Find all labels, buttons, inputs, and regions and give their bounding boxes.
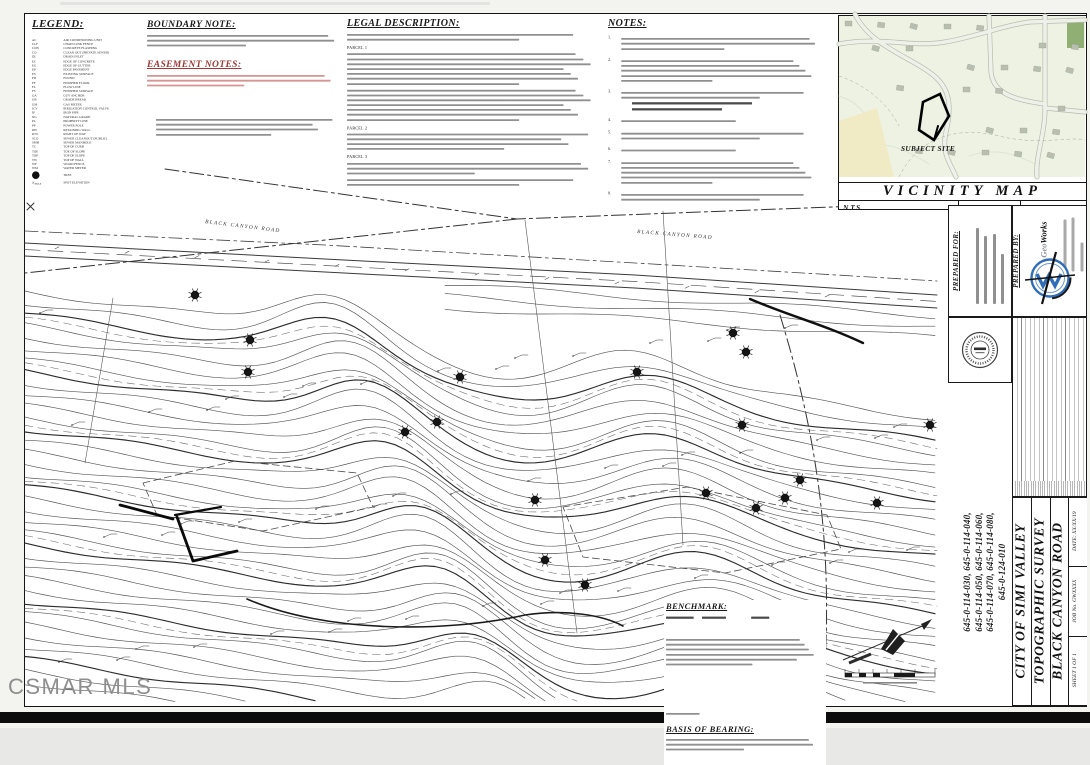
legal-description-body	[347, 34, 600, 186]
illegible-text-line	[621, 43, 815, 45]
illegible-text-line	[621, 48, 724, 50]
illegible-text-line	[156, 119, 332, 121]
legend-row: CON CONCRETE FLASHING	[32, 46, 98, 51]
illegible-text-line	[347, 144, 568, 146]
illegible-text-line	[347, 39, 519, 41]
illegible-text-line	[347, 173, 475, 175]
note-item: 4.	[608, 117, 831, 125]
illegible-text-line	[666, 659, 797, 661]
illegible-text-line	[147, 80, 331, 82]
legal-description-title: LEGAL DESCRIPTION:	[347, 18, 460, 29]
legend-row: WF WOOD FENCE	[32, 162, 85, 167]
illegible-text-line	[347, 34, 573, 36]
illegible-text-line	[347, 168, 588, 170]
illegible-text-line	[621, 65, 799, 67]
illegible-text-line	[156, 128, 318, 130]
note-item: 5.	[608, 130, 831, 143]
legend-row: FD FOUND	[32, 76, 75, 81]
illegible-text-line	[666, 713, 700, 715]
illegible-text-line	[621, 150, 736, 152]
job-value: JOB No. GWXXXX	[1072, 579, 1078, 623]
info-cell-divider	[1068, 636, 1087, 637]
legend-row: CLF CHAIN LINK FENCE	[32, 42, 94, 47]
tree-symbol-icon	[32, 171, 40, 179]
note-item: 2.	[608, 57, 831, 85]
legend-row: SCO SEWER CLEANOUT (PUBLIC)	[32, 136, 108, 141]
illegible-text-line	[347, 134, 588, 136]
illegible-text-line	[993, 234, 996, 304]
benchmark-title: BENCHMARK:	[666, 601, 728, 611]
legend-row: FS FINISHED SURFACE	[32, 89, 94, 94]
prepared-for-content	[971, 214, 995, 304]
scan-artifact	[60, 2, 490, 5]
illegible-text-line	[156, 123, 313, 125]
notes-title: NOTES:	[608, 18, 647, 29]
sheet-value: SHEET 1 OF 1	[1072, 653, 1078, 688]
illegible-text-line	[347, 100, 591, 102]
illegible-text-line	[621, 38, 809, 40]
bottom-scan-bar	[0, 712, 1090, 723]
illegible-text-line	[621, 60, 793, 62]
illegible-text-line	[347, 148, 504, 150]
vicinity-scale-label: N.T.S.	[839, 201, 959, 216]
illegible-text-line	[666, 649, 809, 651]
geoworks-compass-logo-icon	[1028, 256, 1072, 300]
illegible-text-line	[347, 73, 571, 75]
legend-row: R/W RIGHT OF WAY	[32, 132, 86, 137]
vicinity-map-title: VICINITY MAP	[839, 182, 1086, 200]
legend-section	[32, 18, 84, 30]
legal-description-section	[347, 18, 601, 295]
legend-row: RW RETAINING WALL	[32, 128, 91, 132]
parcel-header: PARCEL 1	[347, 45, 368, 51]
illegible-text-line	[621, 138, 760, 140]
notes-body	[608, 35, 831, 204]
illegible-text-line	[666, 639, 800, 641]
svg-text:BLACK CANYON ROAD: BLACK CANYON ROAD	[636, 229, 714, 241]
note-item: 8.	[608, 191, 831, 204]
basis-of-bearing-body	[666, 739, 820, 751]
illegible-text-line	[621, 133, 803, 135]
apn-line: 645-0-114-070, 645-0-114-080,	[985, 512, 995, 632]
legend-row: PL PROPERTY LINE	[32, 119, 88, 124]
illegible-text-line	[347, 95, 583, 97]
illegible-text-line	[347, 104, 564, 106]
illegible-text-line	[347, 63, 591, 65]
legend-tree-row: TREE	[32, 171, 223, 180]
note-item: 6.	[608, 147, 831, 155]
legend-row: TOE TOE OF SLOPE	[32, 149, 86, 154]
apn-line: 645-0-124-010	[996, 543, 1007, 601]
notes-section	[608, 18, 832, 323]
boundary-note-body	[147, 35, 343, 47]
illegible-text-line	[621, 97, 760, 99]
illegible-text-line	[347, 68, 564, 70]
legal-paragraph	[347, 34, 600, 41]
illegible-text-line	[621, 182, 712, 184]
legend-title: LEGEND:	[32, 18, 84, 30]
illegible-text-line	[347, 179, 573, 181]
boundary-note-section	[147, 20, 343, 60]
legend-row: GB GRADE BREAK	[32, 98, 87, 102]
vicinity-map-image	[839, 16, 1085, 177]
illegible-text-line	[621, 194, 803, 196]
benchmark-body	[666, 639, 820, 665]
illegible-text-line	[347, 139, 561, 141]
legal-paragraph	[347, 90, 600, 121]
easement-notes-title: EASEMENT NOTES:	[147, 60, 242, 70]
illegible-text-line	[147, 35, 328, 37]
illegible-text-line	[621, 80, 712, 82]
illegible-text-line	[1072, 218, 1075, 272]
legal-paragraph	[347, 179, 600, 186]
prepared-by-label: PREPARED BY:	[1012, 234, 1020, 288]
legend-row: ICV IRRIGATION CONTROL VALVE	[32, 106, 109, 111]
basis-of-bearing-title: BASIS OF BEARING:	[666, 723, 754, 734]
title-survey: TOPOGRAPHIC SURVEY	[1031, 517, 1047, 685]
prepared-for-text-lines	[976, 214, 1004, 304]
svg-text:BLACK CANYON ROAD: BLACK CANYON ROAD	[204, 219, 281, 235]
legend-row: AC AIR CONDITIONING UNIT	[32, 38, 103, 42]
illegible-text-line	[621, 120, 736, 122]
illegible-text-line	[347, 83, 519, 85]
vicinity-map-panel	[838, 15, 1087, 210]
illegible-text-line	[1001, 254, 1004, 304]
legend-row: WM WATER METER	[32, 166, 86, 171]
job-cell	[1072, 569, 1082, 633]
info-cell-divider	[1068, 566, 1087, 567]
legend-row: FL FLOW LINE	[32, 85, 81, 90]
mls-watermark: CSMAR MLS	[8, 674, 153, 699]
legend-row: TOP TOP OF SLOPE	[32, 154, 85, 158]
illegible-text-line	[621, 177, 811, 179]
legend-row: PP POWER POLE	[32, 124, 84, 128]
boundary-note-title: BOUNDARY NOTE:	[147, 20, 236, 30]
logo-geo-text: Geo	[1038, 243, 1049, 258]
illegible-text-line	[976, 228, 979, 304]
illegible-text-line	[347, 114, 578, 116]
apn-line: 645-0-114-030, 645-0-114-040,	[962, 512, 972, 632]
parcel-header: PARCEL 2	[347, 125, 368, 131]
surveyor-stamp-seal	[954, 322, 1006, 378]
title-block-divider	[1068, 497, 1069, 706]
illegible-text-line	[666, 739, 809, 741]
illegible-text-line	[147, 45, 246, 47]
note-item: 7.	[608, 159, 831, 187]
sheet-cell	[1072, 638, 1082, 702]
legend-row: DI DRAIN INLET	[32, 55, 84, 60]
legend-row: FF FINISHED FLOOR	[32, 81, 90, 85]
illegible-text-line	[621, 92, 803, 94]
illegible-text-line	[666, 744, 813, 746]
legend-row: IP IRON PIPE	[32, 111, 79, 115]
illegible-text-line	[621, 75, 811, 77]
prepared-for-label: PREPARED FOR:	[952, 230, 960, 292]
benchmark-fields	[666, 613, 820, 621]
legend-row: EG EDGE OF GUTTER	[32, 64, 91, 68]
illegible-text-line	[621, 162, 793, 164]
easement-notes-red-body	[147, 75, 343, 87]
illegible-text-line	[1080, 243, 1083, 272]
illegible-text-line	[347, 109, 571, 111]
illegible-text-line	[347, 78, 578, 80]
benchmark-elevation	[666, 713, 820, 715]
legend-row: GM GAS METER	[32, 102, 82, 107]
illegible-text-line	[621, 70, 805, 72]
date-value: DATE: XX/XX/19	[1072, 511, 1078, 552]
title-road: BLACK CANYON ROAD	[1049, 522, 1065, 680]
easement-notes-section	[147, 60, 343, 151]
illegible-text-line	[156, 133, 271, 135]
illegible-text-line	[621, 167, 799, 169]
legend-row: NG NATURAL GRADE	[32, 115, 91, 120]
legend-row: TW TOP OF WALL	[32, 158, 84, 162]
illegible-text-line	[984, 236, 987, 304]
logo-works-text: Works	[1038, 221, 1049, 244]
illegible-text-line	[666, 644, 805, 646]
illegible-text-line	[147, 85, 244, 87]
svg-text:SUBJECT SITE: SUBJECT SITE	[901, 145, 956, 153]
apn-line: 645-0-114-050, 645-0-114-060,	[973, 512, 984, 632]
illegible-text-line	[347, 163, 581, 165]
illegible-text-line	[147, 40, 334, 42]
note-item: 3.	[608, 89, 831, 113]
legend-row: EC EDGE OF CONCRETE	[32, 59, 95, 64]
legend-row: GA GUY ANCHOR	[32, 94, 85, 98]
legal-paragraph	[347, 54, 600, 85]
illegible-text-line	[347, 54, 576, 56]
illegible-text-line	[347, 119, 519, 121]
illegible-text-line	[666, 664, 752, 666]
illegible-text-line	[347, 59, 583, 61]
benchmark-section	[664, 600, 826, 765]
illegible-text-line	[147, 75, 325, 77]
illegible-text-line	[666, 654, 814, 656]
illegible-text-line	[666, 749, 744, 751]
legend-spot-row: ×xxx.x SPOT ELEVATION	[32, 180, 90, 186]
title-city: CITY OF SIMI VALLEY	[1012, 523, 1028, 679]
legend-row: CO CLEAN OUT (PRIVATE SEWER)	[32, 51, 110, 55]
legend-row: ES EXISTING SURFACE	[32, 72, 94, 77]
note-item: 1.	[608, 35, 831, 53]
parcel-header: PARCEL 3	[347, 155, 368, 160]
illegible-text-line	[621, 199, 760, 201]
easement-notes-item-body	[156, 119, 352, 136]
legal-paragraph	[347, 163, 600, 175]
illegible-text-line	[347, 90, 576, 92]
revisions-strip	[1012, 317, 1087, 497]
spot-elevation-icon: ×xxx.x	[32, 180, 42, 186]
legal-paragraph	[347, 134, 600, 151]
illegible-text-line	[347, 184, 519, 186]
apn-numbers	[962, 487, 1008, 657]
illegible-text-line	[621, 172, 805, 174]
date-cell	[1072, 499, 1082, 563]
legend-row: TC TOP OF CURB	[32, 145, 84, 150]
revisions-dense-rows	[1013, 481, 1086, 496]
legend-row: SMH SEWER MANHOLE	[32, 141, 92, 145]
legend-row: EP EDGE PAVEMENT	[32, 68, 90, 72]
